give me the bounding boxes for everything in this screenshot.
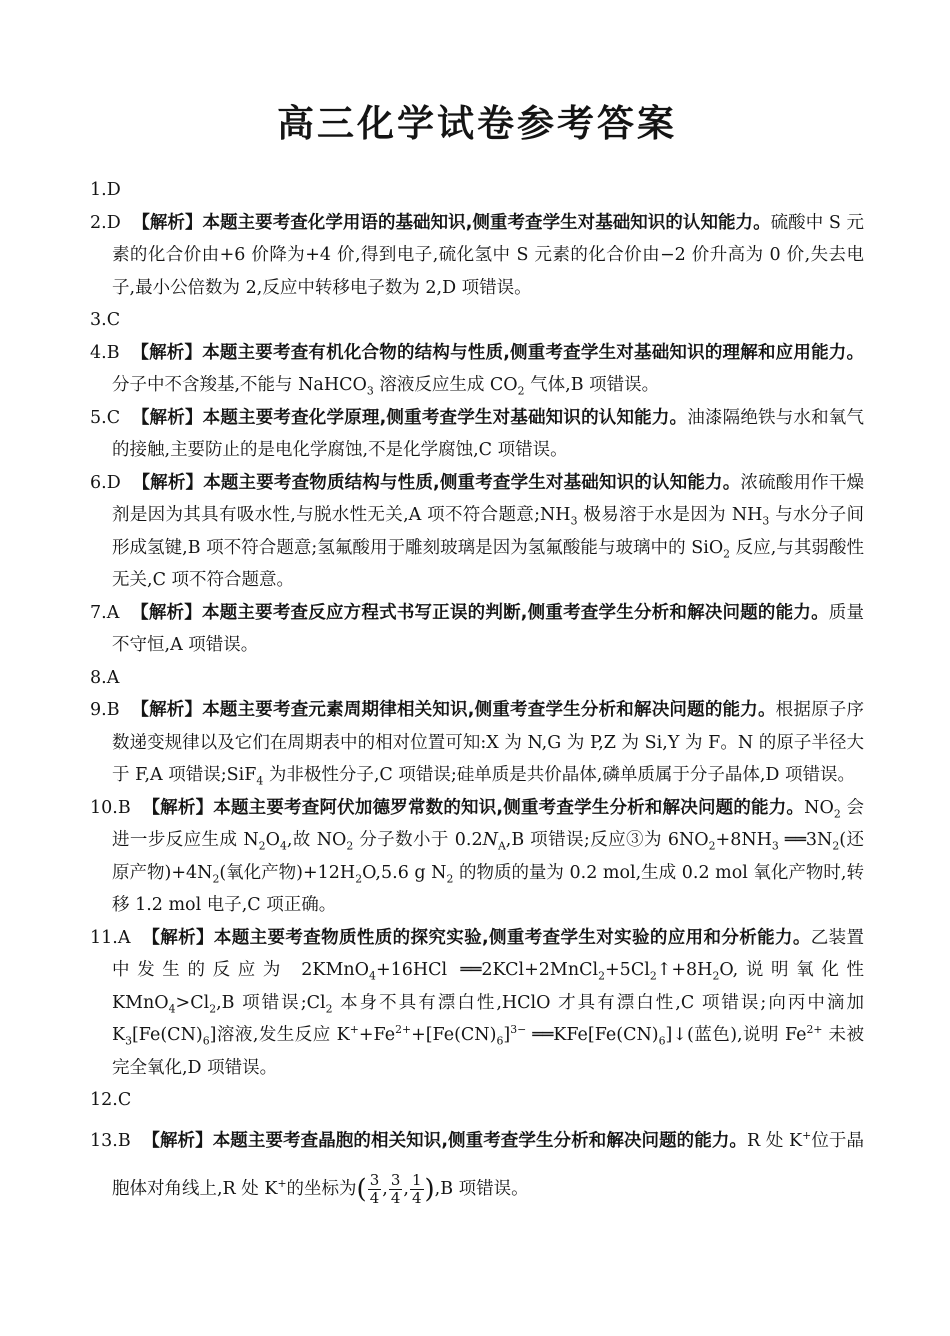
- subscript: A: [497, 839, 506, 853]
- question-number: 11.: [90, 927, 118, 948]
- analysis-text: +8NH: [715, 830, 772, 850]
- analysis-text: 分子数小于 0.2: [353, 830, 483, 850]
- answer-letter: B: [106, 700, 120, 720]
- answer-13: 13.B 【解析】本题主要考查晶胞的相关知识,侧重考查学生分析和解决问题的能力。R 处 K+位于晶胞体对角线上,R 处 K+的坐标为( $\frac{3}{4}$ , $\frac{3}{4}$ , $\frac{1}{4}$ ),B 项错误。: [90, 1117, 864, 1214]
- answer-letter: B: [106, 342, 120, 363]
- analysis-text: NO: [804, 797, 834, 818]
- question-number: 4.: [90, 342, 107, 363]
- analysis-text: 会进一步反应生成 N: [112, 797, 864, 850]
- analysis-text: ,B 项错误;Cl: [216, 992, 326, 1013]
- analysis-label: 【解析】: [131, 342, 203, 363]
- subscript: 3: [366, 384, 374, 398]
- analysis-text: (氧化产物)+12H: [219, 862, 356, 883]
- answer-3: [90, 304, 864, 337]
- analysis-text: 未被完全氧化,D 项错误。: [112, 1025, 865, 1078]
- subscript: 2: [212, 872, 220, 885]
- denominator: 4: [411, 1188, 422, 1207]
- analysis-text: ]溶液,发生反应 K: [209, 1025, 350, 1045]
- analysis-text: R 处 K: [747, 1130, 803, 1151]
- analysis-lead: 本题主要考查物质结构与性质,侧重考查学生对基础知识的认知能力。: [203, 472, 741, 493]
- analysis-text: ══KFe[Fe(CN): [526, 1025, 659, 1045]
- subscript: 2: [258, 839, 266, 853]
- question-number: 7.: [90, 602, 107, 623]
- subscript: 4: [369, 969, 376, 983]
- analysis-lead: 本题主要考查化学用语的基础知识,侧重考查学生对基础知识的认知能力。: [202, 212, 771, 233]
- subscript: 2: [723, 547, 731, 560]
- right-paren: ): [424, 1174, 435, 1204]
- analysis-text: 为非极性分子,C 项错误;硅单质是共价晶体,磷单质属于分子晶体,D 项错误。: [263, 765, 855, 785]
- subscript: 2: [712, 969, 720, 983]
- answer-letter: D: [106, 180, 121, 200]
- analysis-text: 本身不具有漂白性,HClO 才具有漂白性,C 项错误;向丙中滴加 K: [112, 992, 864, 1045]
- analysis-label: 【解析】: [131, 700, 203, 720]
- answer-letter: A: [117, 927, 131, 948]
- subscript: 4: [279, 839, 287, 853]
- answer-letter: D: [106, 472, 121, 493]
- fraction: [368, 1172, 382, 1207]
- question-number: 3.: [90, 310, 107, 330]
- analysis-text: O,5.6 g N: [362, 862, 447, 883]
- denominator: 4: [369, 1188, 380, 1207]
- analysis-label: 【解析】: [131, 407, 203, 428]
- analysis-text: 根据原子序数递变规律以及它们在周期表中的相对位置可知:X 为 N,G 为 P,Z 为 Si,Y 为 F。N 的原子半径大于 F,A 项错误;SiF: [112, 700, 864, 785]
- question-number: 8.: [90, 667, 107, 688]
- answer-12: [90, 1084, 864, 1117]
- question-number: 12.: [90, 1090, 118, 1110]
- answer-letter: A: [106, 667, 120, 688]
- answer-2: [90, 207, 864, 305]
- left-paren: (: [356, 1174, 367, 1204]
- subscript: 2: [708, 839, 716, 853]
- analysis-text: ,故 NO: [286, 830, 347, 850]
- superscript: 2+: [395, 1023, 412, 1037]
- analysis-text: 的物质的量为 0.2 mol,生成 0.2 mol 氧化产物时,转移 1.2 mol 电子,C 项正确。: [112, 862, 864, 915]
- analysis-text: ,B 项错误。: [434, 1178, 529, 1199]
- analysis-text: 极易溶于水是因为 NH: [577, 505, 763, 525]
- answer-1: [90, 174, 864, 207]
- analysis-text: [Fe(CN): [131, 1025, 203, 1045]
- superscript: 3−: [510, 1023, 527, 1037]
- subscript: 3: [125, 1034, 132, 1048]
- analysis-text: 油漆隔绝铁与水和氧气的接触,主要防止的是电化学腐蚀,不是化学腐蚀,C 项错误。: [112, 407, 864, 460]
- superscript: +: [802, 1128, 812, 1142]
- answer-letter: C: [117, 1090, 132, 1110]
- analysis-text: 的坐标为: [286, 1178, 357, 1199]
- subscript: 3: [762, 514, 770, 528]
- analysis-text: 气体,B 项错误。: [524, 375, 660, 395]
- answer-5: [90, 402, 864, 467]
- superscript: +: [277, 1176, 287, 1190]
- answer-11: [90, 922, 864, 1085]
- subscript: 2: [833, 807, 841, 820]
- analysis-text: O: [265, 830, 280, 850]
- subscript: 6: [202, 1034, 210, 1048]
- analysis-text: +5Cl: [605, 960, 650, 980]
- analysis-label: 【解析】: [132, 212, 203, 233]
- analysis-text: +Fe: [358, 1025, 396, 1045]
- subscript: 2: [346, 839, 354, 853]
- question-number: 5.: [90, 407, 107, 428]
- answer-letter: B: [117, 1130, 131, 1151]
- analysis-lead: 本题主要考查物质性质的探究实验,侧重考查学生对实验的应用和分析能力。: [213, 927, 811, 948]
- analysis-text: ↑+8H: [656, 960, 713, 980]
- subscript: 6: [658, 1034, 666, 1048]
- subscript: 2: [355, 872, 363, 885]
- fraction: [389, 1172, 403, 1207]
- subscript: 2: [598, 969, 606, 983]
- question-number: 2.: [90, 212, 107, 233]
- question-number: 6.: [90, 472, 107, 493]
- analysis-text: 位于晶胞体对角线上,R 处 K: [112, 1130, 864, 1199]
- analysis-text: +[Fe(CN): [411, 1025, 497, 1045]
- analysis-text: >Cl: [175, 992, 210, 1013]
- analysis-text: 质量不守恒,A 项错误。: [112, 602, 864, 655]
- answer-letter: D: [106, 212, 121, 233]
- subscript: 2: [325, 1002, 333, 1015]
- subscript: 3: [570, 514, 578, 528]
- answer-10: [90, 792, 864, 922]
- subscript: 3: [771, 839, 779, 853]
- denominator: 4: [390, 1188, 401, 1207]
- answer-letter: B: [117, 797, 131, 818]
- answer-6: [90, 467, 864, 597]
- question-number: 10.: [90, 797, 118, 818]
- answer-7: [90, 597, 864, 662]
- analysis-text: +16HCl ══2KCl+2MnCl: [375, 960, 599, 980]
- analysis-lead: 本题主要考查有机化合物的结构与性质,侧重考查学生对基础知识的理解和应用能力。: [202, 342, 864, 363]
- analysis-lead: 本题主要考查化学原理,侧重考查学生对基础知识的认知能力。: [202, 407, 688, 428]
- question-number: 13.: [90, 1130, 118, 1151]
- subscript: 4: [168, 1002, 176, 1015]
- answer-letter: C: [106, 407, 121, 428]
- analysis-label: 【解析】: [131, 602, 202, 623]
- analysis-text: ]↓(蓝色),说明 Fe: [665, 1025, 807, 1045]
- analysis-text: 反应,与其弱酸性无关,C 项不符合题意。: [112, 537, 865, 590]
- answer-letter: C: [106, 310, 121, 330]
- question-number: 9.: [90, 700, 107, 720]
- analysis-text: 与水分子间形成氢键,B 项不符合题意;氢氟酸用于雕刻玻璃是因为氢氟酸能与玻璃中的 SiO: [112, 505, 865, 558]
- analysis-lead: 本题主要考查反应方程式书写正误的判断,侧重考查学生分析和解决问题的能力。: [201, 602, 829, 623]
- numerator: 3: [390, 1170, 401, 1189]
- analysis-text: 乙装置中发生的反应为 2KMnO: [112, 927, 864, 980]
- numerator: 3: [369, 1170, 380, 1189]
- analysis-text: 分子中不含羧基,不能与 NaHCO: [112, 375, 367, 395]
- subscript: 2: [832, 839, 840, 853]
- subscript: 4: [256, 774, 264, 788]
- fraction: [410, 1172, 424, 1207]
- analysis-text: 溶液反应生成 CO: [373, 375, 518, 395]
- analysis-label: 【解析】: [142, 797, 214, 818]
- analysis-text: O,说明氧化性 KMnO: [112, 960, 865, 1013]
- subscript: 2: [209, 1002, 217, 1015]
- analysis-text: 浓硫酸用作干燥剂是因为其具有吸水性,与脱水性无关,A 项不符合题意;NH: [112, 472, 864, 525]
- analysis-lead: 本题主要考查元素周期律相关知识,侧重考查学生分析和解决问题的能力。: [202, 700, 776, 720]
- analysis-label: 【解析】: [132, 472, 204, 493]
- answer-letter: A: [106, 602, 120, 623]
- avogadro-symbol: N: [482, 830, 498, 850]
- subscript: 2: [446, 872, 454, 885]
- answer-8: [90, 662, 864, 695]
- superscript: 2+: [806, 1023, 823, 1037]
- analysis-text: ,B 项错误;反应③为 6NO: [505, 830, 709, 850]
- page-title: 高三化学试卷参考答案: [277, 102, 677, 145]
- answer-4: [90, 337, 864, 402]
- question-number: 1.: [90, 180, 107, 200]
- superscript: +: [349, 1023, 359, 1037]
- analysis-text: ]: [503, 1025, 511, 1045]
- analysis-text: 硫酸中 S 元素的化合价由+6 价降为+4 价,得到电子,硫化氢中 S 元素的化合价由−2 价升高为 0 价,失去电子,最小公倍数为 2,反应中转移电子数为 2,D 项错误。: [112, 212, 864, 298]
- analysis-label: 【解析】: [142, 1130, 213, 1151]
- analysis-lead: 本题主要考查晶胞的相关知识,侧重考查学生分析和解决问题的能力。: [212, 1130, 747, 1151]
- answer-9: [90, 694, 864, 792]
- subscript: 6: [496, 1034, 504, 1048]
- subscript: 2: [517, 384, 525, 398]
- analysis-lead: 本题主要考查阿伏加德罗常数的知识,侧重考查学生分析和解决问题的能力。: [213, 797, 805, 818]
- analysis-text: ══3N: [778, 830, 833, 850]
- numerator: 1: [411, 1170, 422, 1189]
- analysis-text: (还原产物)+4N: [112, 830, 864, 883]
- subscript: 2: [649, 969, 657, 983]
- analysis-label: 【解析】: [142, 927, 214, 948]
